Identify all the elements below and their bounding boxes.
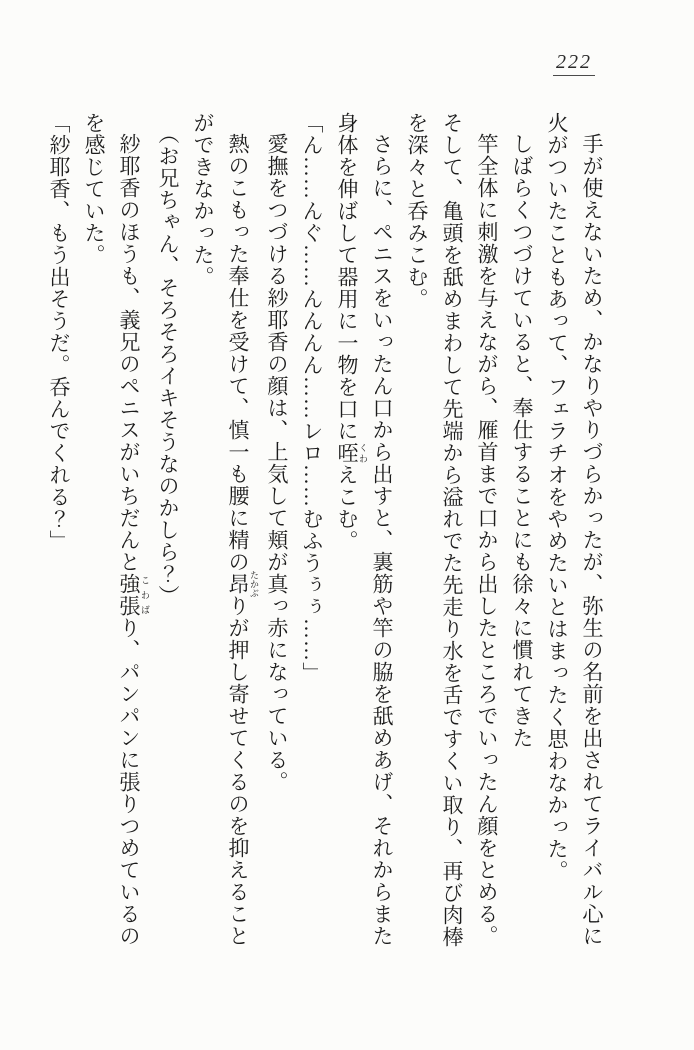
ruby-annotation: 強張 こわば <box>117 573 150 617</box>
paragraph: 愛撫をつづける紗耶香の顔は、上気して頬が真っ赤になっている。 <box>265 133 289 793</box>
vertical-text-block <box>41 112 609 956</box>
paragraph: 熱のこもった奉仕を受けて、慎一も腰に精の昂 たかぶりが押し寄せてくるのを抑えることができなかった。 <box>191 112 259 947</box>
ruby-annotation: 咥 くわ <box>335 442 368 464</box>
ruby-annotation: 昂 たかぶ <box>226 570 259 598</box>
paragraph: 手が使えないため、かなりやりづらかったが、弥生の名前を出されてライバル心に火がついたこともあって、フェラチオをやめたいとはまったく思わなかった。 <box>545 112 604 947</box>
page-number: 222 <box>553 52 595 76</box>
paragraph: さらに、ペニスをいったん口から出すと、裏筋や竿の脇を舐めあげ、それからまた身体を伸ばして器用に一物を口に咥 くわえこむ。 <box>335 112 394 947</box>
paragraph: しばらくつづけていると、奉仕することにも徐々に慣れてきた <box>510 133 534 749</box>
paragraph: （お兄ちゃん、そろそろイキそうなのかしら？） <box>156 122 180 607</box>
paragraph: 竿全体に刺激を与えながら、雁首まで口から出したところでいったん顔をとめる。そして、亀頭を舐めまわして先端から溢れでた先走り水を舌ですくい取り、再び肉棒を深々と呑みこむ。 <box>405 112 499 948</box>
paragraph: 「紗耶香、もう出そうだ。呑んでくれる？」 <box>47 112 71 552</box>
paragraph: 「ん……んぐ……んんんん……レロ……むふうぅぅ……」 <box>300 112 324 684</box>
paragraph: 紗耶香のほうも、義兄のペニスがいちだんと強張 こわばり、パンパンに張りつめているのを感じていた。 <box>82 112 150 947</box>
